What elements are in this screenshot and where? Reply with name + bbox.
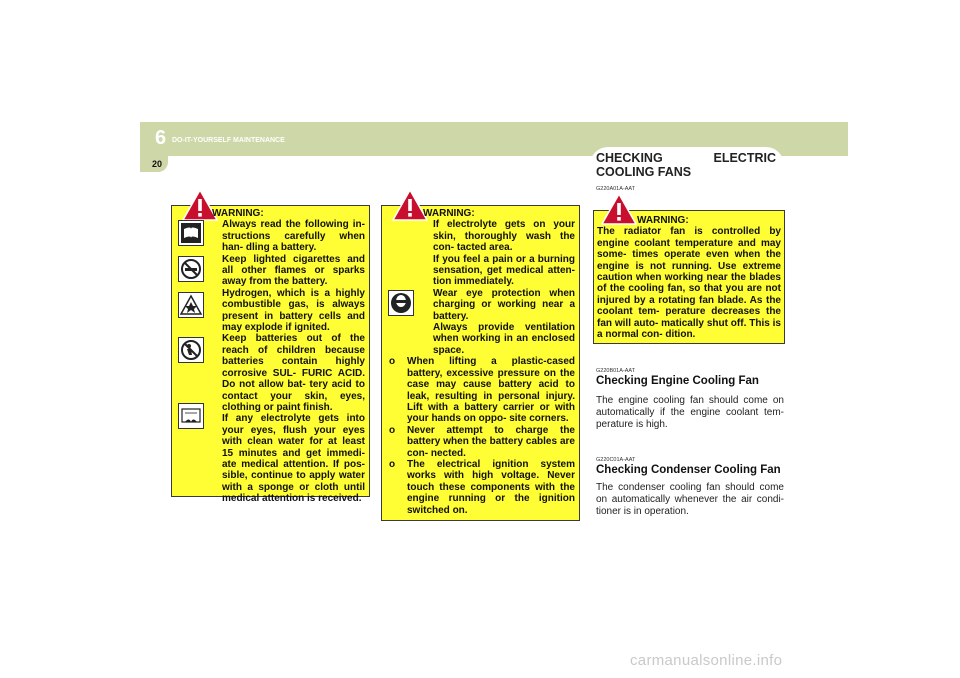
section-title	[596, 151, 776, 179]
warning-paragraph: If any electrolyte gets into your eyes, flush your eyes with clean water for at least 15 minutes and get immedi- ate medical attention. If pos- sible, continue to apply water with a sponge or cloth until medical attention is received.	[222, 413, 365, 505]
no-smoking-icon	[178, 256, 204, 282]
warning-paragraph: If you feel a pain or a burning sensation, get medical atten- tion immediately.	[433, 253, 575, 288]
engine-fan-text: The engine cooling fan should come on automatically if the engine coolant tem- perature is high.	[596, 395, 784, 430]
warning-paragraph: Always provide ventilation when working in an enclosed space.	[433, 322, 575, 356]
warning-paragraph: Keep batteries out of the reach of children because batteries contain highly corrosive SUL- FURIC ACID. Do not allow bat- tery acid to contact your skin, eyes, clothing or paint finish.	[222, 333, 365, 413]
warning-paragraph: The radiator fan is controlled by engine coolant temperature and may some- times operate even when the engine is not running. Use extreme caution when working near the blades of the cooling fan, so that you are not injured by a rotating fan blade. As the coolant tem- perature decreases the fan will auto- matically shut off. This is a normal con- dition.	[597, 226, 781, 341]
explosion-icon	[178, 292, 204, 318]
condenser-fan-text: The condenser cooling fan should come on automatically whenever the air condi- tioner is in operation.	[596, 482, 784, 517]
engine-fan-code: G220B01A-AAT	[596, 368, 636, 374]
watermark: carmanualsonline.info	[630, 652, 783, 669]
section-title-line2: COOLING FANS	[596, 165, 692, 179]
warning-paragraph: Wear eye protection when charging or working near a battery.	[433, 287, 575, 322]
warning-paragraph: Hydrogen, which is a highly combustible gas, is always present in battery cells and may explode if ignited.	[222, 287, 365, 334]
condenser-fan-heading: Checking Condenser Cooling Fan	[596, 464, 781, 476]
electrolyte-warning-text	[389, 208, 575, 516]
warning-label: WARNING:	[212, 208, 264, 219]
warning-bullet: o The electrical ignition system works with high voltage. Never touch these components with the engine running or the ignition switched on.	[389, 458, 575, 516]
condenser-fan-code: G220C01A-AAT	[596, 457, 636, 463]
warning-bullet: o Never attempt to charge the battery when the battery cables are con- nected.	[389, 424, 575, 459]
warning-paragraph: Always read the following in- structions carefully when han- dling a battery.	[222, 219, 365, 254]
manual-book-icon	[178, 220, 204, 246]
section-title-line1: CHECKING ELECTRIC	[596, 151, 776, 165]
chapter-title: DO-IT-YOURSELF MAINTENANCE	[172, 137, 285, 144]
keep-away-children-icon	[178, 337, 204, 363]
warning-bullet: o When lifting a plastic-cased battery, excessive pressure on the case may cause battery acid to leak, resulting in personal injury. Lift with a battery carrier or with your hands on oppo- site corners.	[389, 356, 575, 425]
chapter-number: 6	[155, 127, 167, 149]
section-code: G220A01A-AAT	[596, 186, 636, 192]
acid-warning-icon	[178, 403, 204, 429]
warning-paragraph: If electrolyte gets on your skin, thoroughly wash the con- tacted area.	[433, 219, 575, 254]
engine-fan-heading: Checking Engine Cooling Fan	[596, 375, 759, 387]
page-number: 20	[152, 159, 163, 169]
warning-paragraph: Keep lighted cigarettes and all other flames or sparks away from the battery.	[222, 253, 365, 288]
battery-warning-text	[212, 208, 365, 505]
warning-label: WARNING:	[637, 215, 689, 226]
cooling-fan-warning-text	[597, 215, 781, 340]
warning-label: WARNING:	[423, 208, 475, 219]
